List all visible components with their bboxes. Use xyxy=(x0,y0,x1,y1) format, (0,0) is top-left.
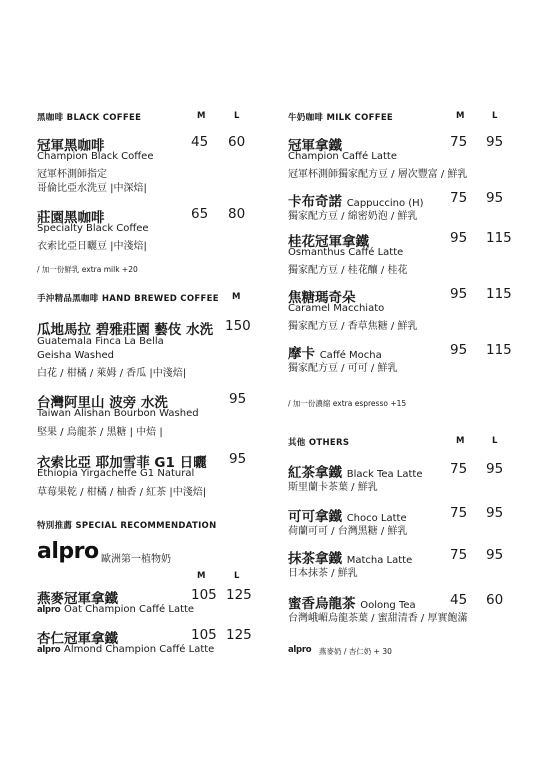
item-desc: 獨家配方豆 / 可可 / 鮮乳 xyxy=(288,363,398,374)
size-header-l: L xyxy=(492,111,498,121)
item-desc: 衣索比亞日曬豆 |中淺焙| xyxy=(37,241,147,252)
item-name-en: Caramel Macchiato xyxy=(288,303,385,314)
plant-milk-note: 燕麥奶 / 杏仁奶 + 30 xyxy=(319,647,392,656)
price-m: 95 xyxy=(450,230,468,246)
price-m: 105 xyxy=(191,627,217,643)
price-l: 95 xyxy=(486,190,504,206)
price-l: 95 xyxy=(486,505,504,521)
item-name-en: Cappuccino (H) xyxy=(346,198,424,209)
item-name-en: Ethiopia Yirgacheffe G1 Natural xyxy=(37,468,195,479)
price: 95 xyxy=(229,391,247,407)
price-l: 95 xyxy=(486,547,504,563)
item-name-en: Specialty Black Coffee xyxy=(37,223,149,234)
item-desc: 台灣峨嵋烏龍茶葉 / 蜜甜清香 / 厚實飽滿 xyxy=(288,613,468,624)
size-header-l: L xyxy=(492,436,498,446)
item-name-zh-text: 卡布奇諾 xyxy=(288,194,342,210)
item-name-en: Caffé Mocha xyxy=(319,350,382,361)
item-desc: 哥倫比亞水洗豆 |中深焙| xyxy=(37,183,147,194)
item-desc: 冠軍杯測師指定 xyxy=(37,169,107,180)
alpro-logo: alpro xyxy=(37,605,61,615)
price-m: 95 xyxy=(450,342,468,358)
item-name-en: Choco Latte xyxy=(346,513,407,524)
item-name-en: Taiwan Alishan Bourbon Washed xyxy=(37,408,199,419)
price-m: 95 xyxy=(450,286,468,302)
price-l: 115 xyxy=(486,342,512,358)
price-l: 115 xyxy=(486,230,512,246)
item-name-zh-text: 蜜香烏龍茶 xyxy=(288,596,356,612)
price-l: 125 xyxy=(226,587,252,603)
size-header-m: M xyxy=(456,111,465,121)
extra-espresso-note: / 加一份濃縮 extra espresso +15 xyxy=(288,399,407,408)
size-header-m: M xyxy=(232,292,241,302)
price: 95 xyxy=(229,451,247,467)
price-l: 60 xyxy=(486,592,504,608)
item-name-zh: 瓜地馬拉 碧雅莊園 藝伎 水洗 xyxy=(37,322,214,338)
price-m: 75 xyxy=(450,461,468,477)
size-header-m: M xyxy=(456,436,465,446)
item-desc: 白花 / 柑橘 / 萊姆 / 香瓜 |中淺焙| xyxy=(37,368,187,379)
section-title: 其他 OTHERS xyxy=(288,438,350,448)
section-title: 特別推薦 SPECIAL RECOMMENDATION xyxy=(37,521,217,531)
item-name-en: Champion Caffé Latte xyxy=(288,151,397,162)
item-name-en: Almond Champion Caffé Latte xyxy=(64,644,215,655)
size-header-m: M xyxy=(197,571,206,581)
alpro-logo: alpro xyxy=(37,539,99,564)
alpro-logo: alpro xyxy=(288,645,312,655)
item-name-en: Matcha Latte xyxy=(346,555,413,566)
item-name-zh-text: 抹茶拿鐵 xyxy=(288,551,342,567)
item-desc: 荷蘭可可 / 台灣黑糖 / 鮮乳 xyxy=(288,526,408,537)
alpro-logo: alpro xyxy=(37,645,61,655)
size-header-l: L xyxy=(234,111,240,121)
item-desc: 堅果 / 烏龍茶 / 黑糖 | 中焙 | xyxy=(37,427,163,438)
logo-tagline: 歐洲第一植物奶 xyxy=(101,554,171,565)
price-l: 60 xyxy=(228,134,246,150)
item-name-en: Champion Black Coffee xyxy=(37,151,154,162)
item-desc: 獨家配方豆 / 香草焦糖 / 鮮乳 xyxy=(288,321,418,332)
price-l: 115 xyxy=(486,286,512,302)
extra-milk-note: / 加一份鮮乳 extra milk +20 xyxy=(37,265,138,274)
item-name-zh-text: 紅茶拿鐵 xyxy=(288,465,342,481)
item-desc: 日本抹茶 / 鮮乳 xyxy=(288,568,358,579)
price-l: 95 xyxy=(486,461,504,477)
item-desc: 冠軍杯測師獨家配方豆 / 層次豐富 / 鮮乳 xyxy=(288,169,468,180)
section-title: 牛奶咖啡 MILK COFFEE xyxy=(288,113,394,123)
item-name-en: Geisha Washed xyxy=(37,350,114,361)
price-m: 45 xyxy=(450,592,468,608)
item-desc: 獨家配方豆 / 綿密奶泡 / 鮮乳 xyxy=(288,211,418,222)
item-name-zh-text: 摩卡 xyxy=(288,346,315,362)
item-name-zh: 桂花冠軍拿鐵 xyxy=(288,234,369,250)
price: 150 xyxy=(225,318,251,334)
size-header-m: M xyxy=(197,111,206,121)
item-name-en: Oolong Tea xyxy=(360,600,416,611)
item-name-zh: 衣索比亞 耶加雪菲 G1 日曬 xyxy=(37,455,207,471)
item-name-en: Black Tea Latte xyxy=(346,469,423,480)
price-l: 125 xyxy=(226,627,252,643)
price-m: 75 xyxy=(450,190,468,206)
item-name-zh: 莊園黑咖啡 xyxy=(37,210,105,226)
item-name-en: Oat Champion Caffé Latte xyxy=(64,604,195,615)
item-desc: 獨家配方豆 / 桂花釀 / 桂花 xyxy=(288,265,408,276)
size-header-l: L xyxy=(234,571,240,581)
item-name-zh: 杏仁冠軍拿鐵 xyxy=(37,631,118,647)
item-desc: 草莓果乾 / 柑橘 / 柚香 / 紅茶 |中淺焙| xyxy=(37,487,207,498)
item-name-zh: 台灣阿里山 波旁 水洗 xyxy=(37,395,168,411)
price-m: 45 xyxy=(191,134,209,150)
section-title: 手沖精品黑咖啡 HAND BREWED COFFEE xyxy=(37,294,219,304)
price-l: 95 xyxy=(486,134,504,150)
price-m: 75 xyxy=(450,505,468,521)
item-name-zh: 焦糖瑪奇朵 xyxy=(288,290,356,306)
item-name-zh: 燕麥冠軍拿鐵 xyxy=(37,591,118,607)
item-name-zh: 冠軍黑咖啡 xyxy=(37,138,105,154)
price-m: 65 xyxy=(191,206,209,222)
price-m: 75 xyxy=(450,134,468,150)
item-name-en: Guatemala Finca La Bella xyxy=(37,336,164,347)
item-name-en: Osmanthus Caffé Latte xyxy=(288,247,404,258)
price-l: 80 xyxy=(228,206,246,222)
price-m: 75 xyxy=(450,547,468,563)
item-desc: 斯里蘭卡茶葉 / 鮮乳 xyxy=(288,482,378,493)
price-m: 105 xyxy=(191,587,217,603)
item-name-zh-text: 可可拿鐵 xyxy=(288,509,342,525)
item-name-zh: 冠軍拿鐵 xyxy=(288,138,342,154)
section-title: 黑咖啡 BLACK COFFEE xyxy=(37,113,142,123)
